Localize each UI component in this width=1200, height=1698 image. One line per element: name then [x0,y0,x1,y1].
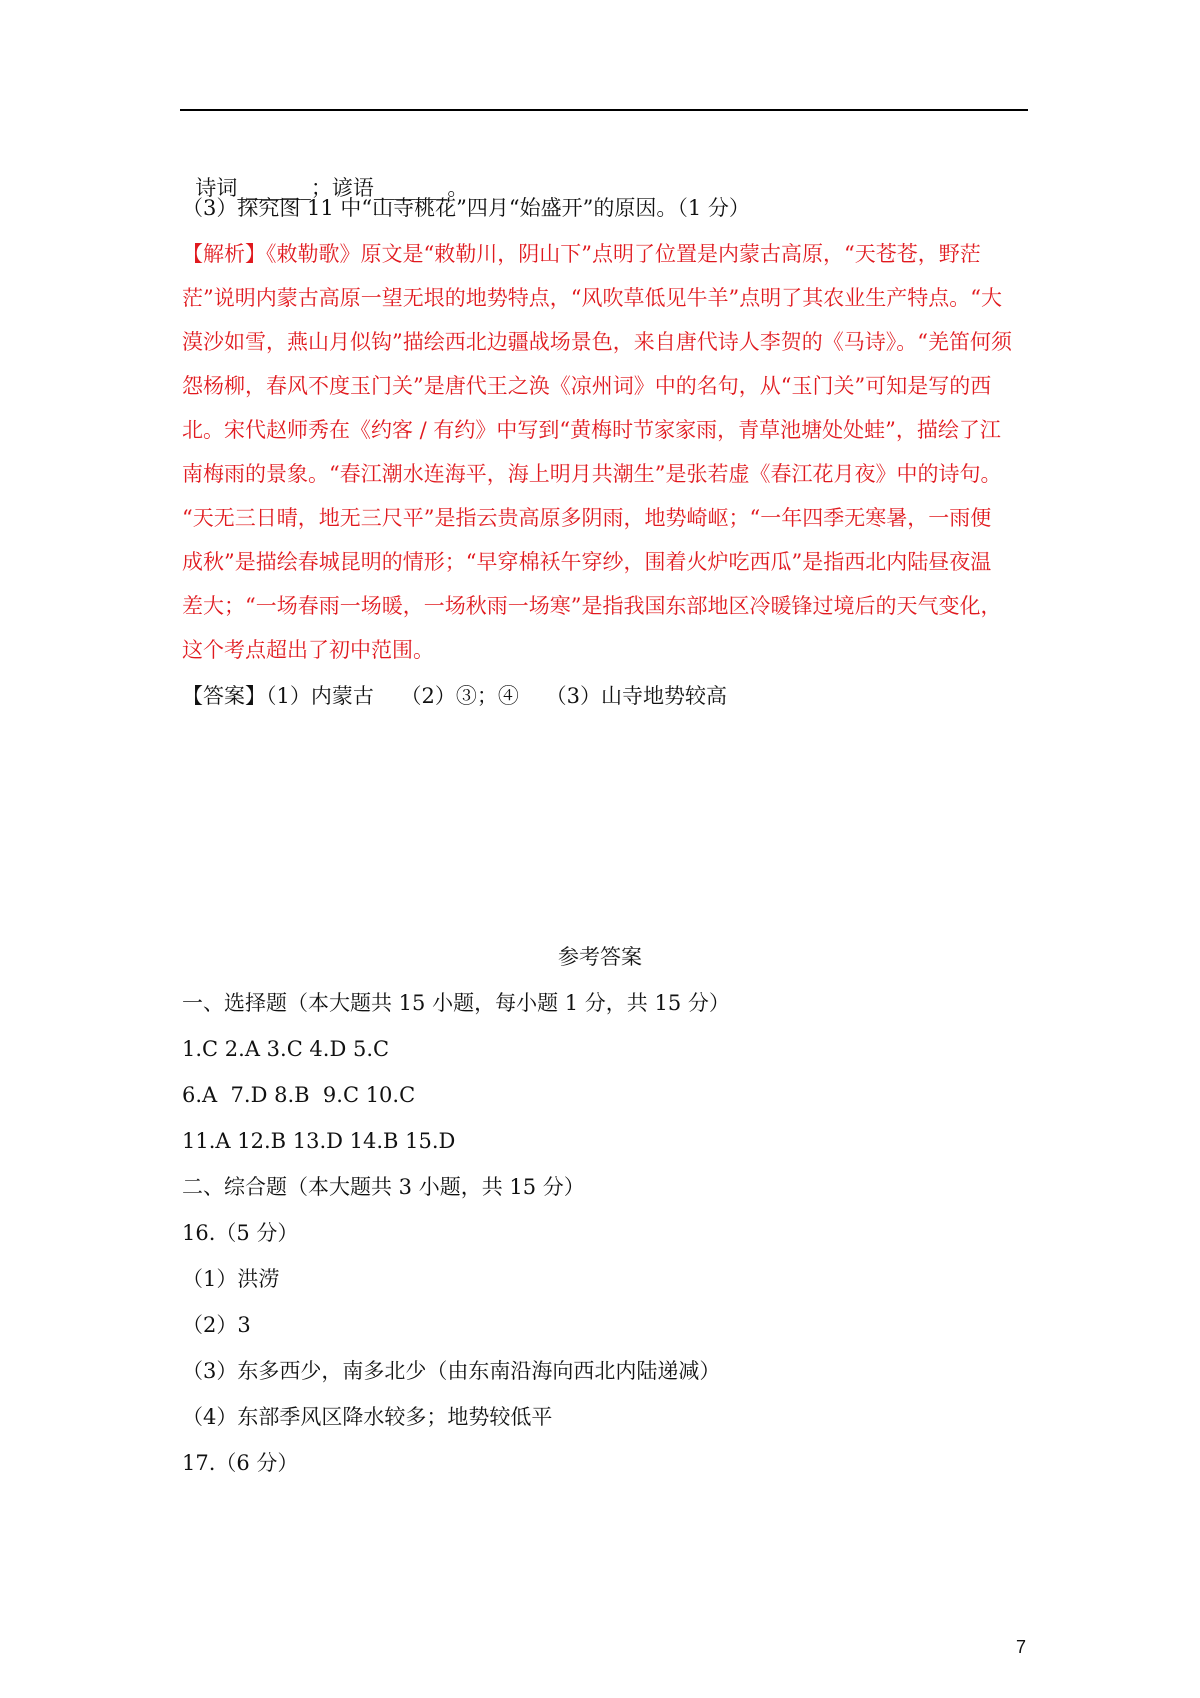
reference-answers-title: 参考答案 [558,945,642,969]
question-number: 16.（5 分） [182,1221,299,1245]
header-rule [180,109,1028,111]
answer-line: 【答案】（1）内蒙古 （2）③；④ （3）山寺地势较高 [182,684,727,708]
analysis-line: 【解析】《敕勒歌》原文是“敕勒川，阴山下”点明了位置是内蒙古高原，“天苍苍，野茫 [182,242,981,266]
answer-item: （3）东多西少，南多北少（由东南沿海向西北内陆递减） [182,1359,721,1383]
question-number: 17.（6 分） [182,1451,299,1475]
poem-blank: _______ [237,176,311,200]
question-3: （3）探究图 11 中“山寺桃花”四月“始盛开”的原因。（1 分） [182,196,750,220]
poem-label: 诗词 [195,176,238,200]
answer-item: （1）洪涝 [182,1267,280,1291]
analysis-line: 南梅雨的景象。“春江潮水连海平，海上明月共潮生”是张若虚《春江花月夜》中的诗句。 [182,462,1002,486]
analysis-line: 北。宋代赵师秀在《约客 / 有约》中写到“黄梅时节家家雨，青草池塘处处蛙”，描绘了江 [182,418,1001,442]
answer-item: （4）东部季风区降水较多；地势较低平 [182,1405,553,1429]
analysis-line: 茫”说明内蒙古高原一望无垠的地势特点，“风吹草低见牛羊”点明了其农业生产特点。“大 [182,286,1002,310]
analysis-line: 这个考点超出了初中范围。 [182,638,434,662]
analysis-line: 成秋”是描绘春城昆明的情形；“早穿棉袄午穿纱，围着火炉吃西瓜”是指西北内陆昼夜温 [182,550,992,574]
separator: ； [310,176,332,200]
analysis-line: “天无三日晴，地无三尺平”是指云贵高原多阴雨，地势崎岖；“一年四季无寒暑，一雨便 [182,506,992,530]
answer-item: （2）3 [182,1313,251,1337]
proverb-label: 谚语 [331,176,374,200]
section-heading: 二、综合题（本大题共 3 小题，共 15 分） [182,1175,585,1199]
page-number: 7 [1015,1637,1026,1657]
line-end: 。 [447,176,469,200]
answer-row: 6.A 7.D 8.B 9.C 10.C [182,1083,416,1107]
section-heading: 一、选择题（本大题共 15 小题，每小题 1 分，共 15 分） [182,991,730,1015]
answer-row: 11.A 12.B 13.D 14.B 15.D [182,1129,456,1153]
analysis-line: 差大；“一场春雨一场暖，一场秋雨一场寒”是指我国东部地区冷暖锋过境后的天气变化， [182,594,1002,618]
proverb-blank: _______ [373,176,448,200]
analysis-line: 怨杨柳，春风不度玉门关”是唐代王之涣《凉州词》中的名句，从“玉门关”可知是写的西 [182,374,992,398]
answer-row: 1.C 2.A 3.C 4.D 5.C [182,1037,390,1061]
analysis-line: 漠沙如雪，燕山月似钩”描绘西北边疆战场景色，来自唐代诗人李贺的《马诗》。“羌笛何须 [182,330,1012,354]
